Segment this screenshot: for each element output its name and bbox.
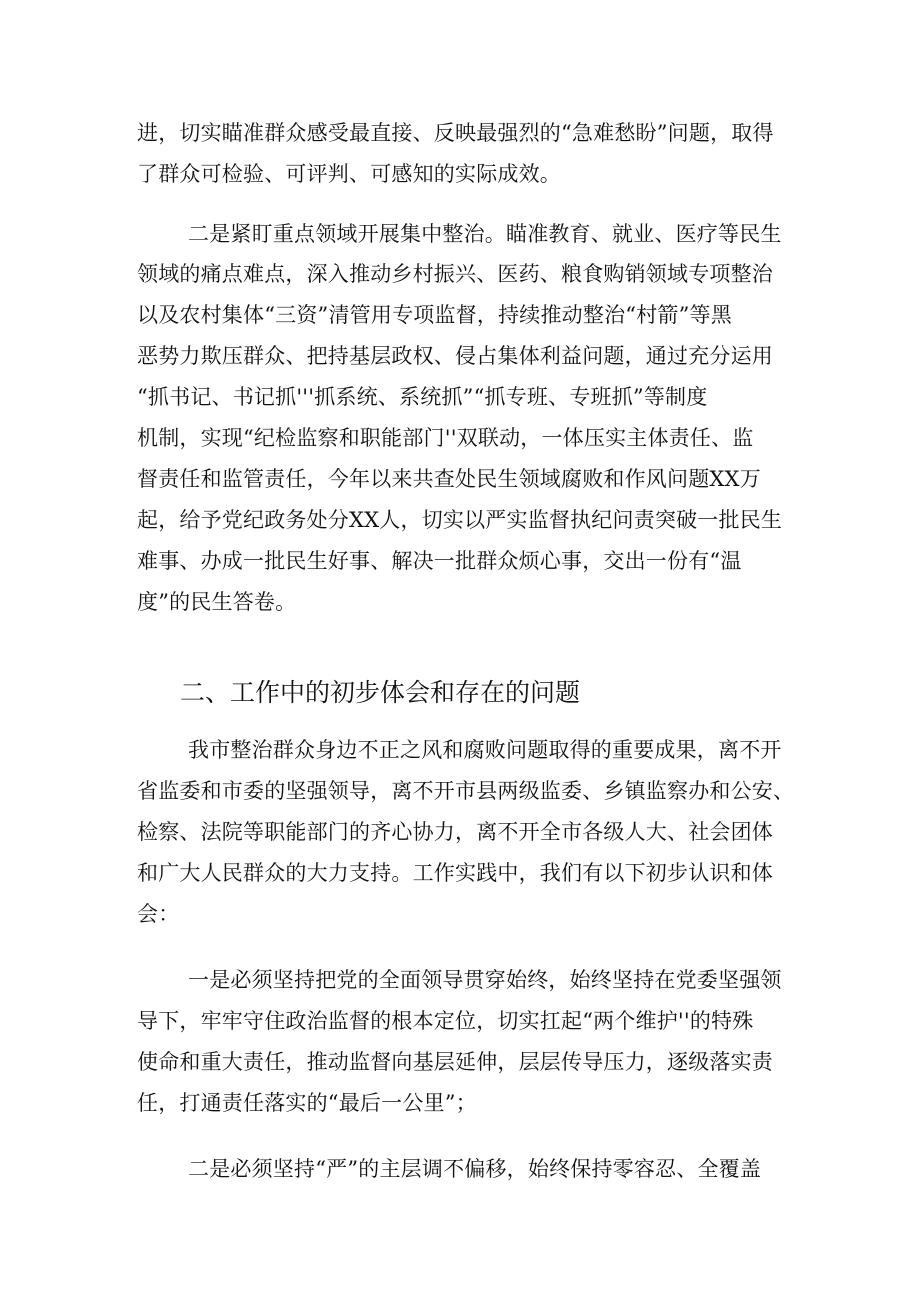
paragraph-3-line-5: 会： [137,902,180,926]
paragraph-4-line-3: 使命和重大责任，推动监督向基层延伸，层层传导压力，逐级落实责 [137,1050,773,1074]
paragraph-2-line-6: 机制，实现“纪检监察和职能部门''双联动，一体压实主体责任、监 [137,426,754,450]
paragraph-3-line-4: 和广大人民群众的大力支持。工作实践中，我们有以下初步认识和体 [137,861,773,885]
paragraph-2-line-9: 难事、办成一批民生好事、解决一批群众烦心事，交出一份有“温 [137,549,742,573]
paragraph-4-line-2: 导下，牢牢守住政治监督的根本定位，切实扛起“两个维护''的特殊 [137,1009,754,1033]
paragraph-3-line-1: 我市整治群众身边不正之风和腐败问题取得的重要成果，离不开 [188,738,782,762]
paragraph-2-line-4: 恶势力欺压群众、把持基层政权、侵占集体利益问题，通过充分运用 [137,344,773,368]
paragraph-2-line-2: 领域的痛点难点，深入推动乡村振兴、医药、粮食购销领域专项整治 [137,262,773,286]
paragraph-2-line-5: “抓书记、书记抓'''抓系统、系统抓”“抓专班、专班抓”等制度 [137,385,708,409]
paragraph-2-line-10: 度”的民生答卷。 [137,590,297,614]
paragraph-5-line-1: 二是必须坚持“严”的主层调不偏移，始终保持零容忍、全覆盖 [188,1157,762,1181]
paragraph-2-line-7: 督责任和监管责任，今年以来共查处民生领域腐败和作风问题XX万 [137,467,761,491]
paragraph-3-line-3: 检察、法院等职能部门的齐心协力，离不开全市各级人大、社会团体 [137,820,773,844]
paragraph-2-line-8: 起，给予党纪政务处分XX人，切实以严实监督执纪问责突破一批民生 [137,508,783,532]
paragraph-1-line-1: 进，切实瞄准群众感受最直接、反映最强烈的“急难愁盼”问题，取得 [137,121,774,145]
paragraph-1-line-2: 了群众可检验、可评判、可感知的实际成效。 [137,162,561,186]
paragraph-2-line-3: 以及农村集体“三资”清管用专项监督，持续推动整治“村箭”等黑 [137,303,732,327]
paragraph-4-line-4: 任，打通责任落实的“最后一公里”； [137,1091,477,1115]
paragraph-2-line-1: 二是紧盯重点领域开展集中整治。瞄准教育、就业、医疗等民生 [188,222,782,246]
section-heading: 二、工作中的初步体会和存在的问题 [180,678,581,707]
paragraph-4-line-1: 一是必须坚持把党的全面领导贯穿始终，始终坚持在党委坚强领 [188,968,782,992]
paragraph-3-line-2: 省监委和市委的坚强领导，离不开市县两级监委、乡镇监察办和公安、 [137,779,795,803]
